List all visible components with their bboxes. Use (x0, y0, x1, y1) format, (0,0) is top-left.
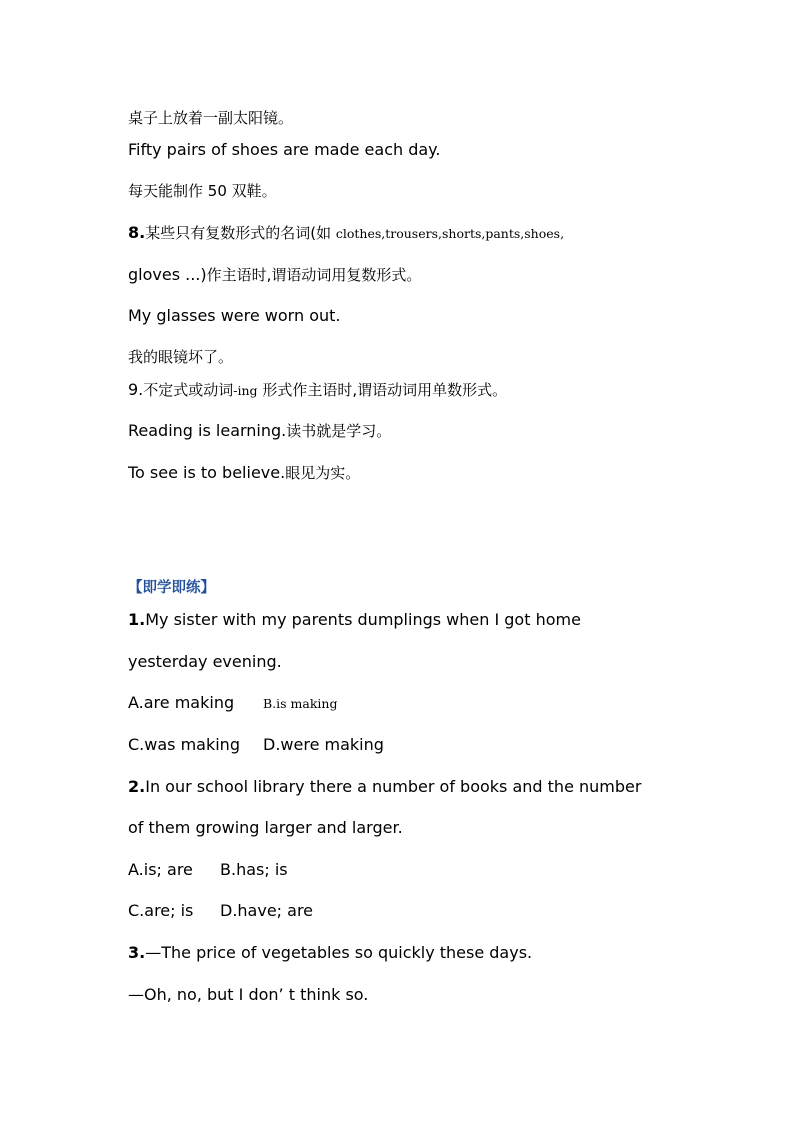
example-believe-en: To see is to believe. (128, 463, 286, 482)
example-reading (128, 420, 391, 442)
rule-9-text-a: 不定式或动词 (143, 381, 234, 399)
rule-8-noun-list: clothes,trousers,shorts,pants,shoes, (335, 226, 565, 241)
rule-9-number: 9. (128, 380, 144, 399)
question-2-text: In our school library there a number of books and the number (145, 777, 642, 796)
example-cn-sunglasses: 桌子上放着一副太阳镜。 (128, 109, 294, 127)
question-1-number: 1. (128, 610, 146, 629)
question-1-options-cd (128, 734, 384, 756)
example-believe (128, 462, 360, 484)
question-3-text: —The price of vegetables so quickly these days. (145, 943, 533, 962)
question-1-option-d: D.were making (263, 735, 384, 754)
question-3 (128, 942, 532, 964)
question-2-number: 2. (128, 777, 146, 796)
question-3-number: 3. (128, 943, 146, 962)
question-2-option-c: C.are; is (128, 901, 194, 920)
rule-9-ing: -ing (233, 383, 258, 398)
question-2-option-b: B.has; is (220, 860, 288, 879)
question-2-options-cd (128, 900, 313, 922)
rule-9-text-b: 形式作主语时,谓语动词用单数形式。 (257, 381, 508, 399)
example-cn-shoes-a: 每天能制作 (128, 182, 208, 200)
question-1-option-b: B.is making (263, 696, 338, 711)
example-en-shoes: Fifty pairs of shoes are made each day. (128, 140, 441, 159)
question-3-reply: —Oh, no, but I don’ t think so. (128, 985, 369, 1004)
question-1-option-c: C.was making (128, 735, 240, 754)
rule-8-continued-en: gloves ...) (128, 265, 207, 284)
practice-section-title: 【即学即练】 (128, 580, 215, 596)
question-1-text: My sister with my parents dumplings when I got home (145, 610, 581, 629)
question-2-options-ab (128, 859, 288, 881)
rule-9 (128, 379, 507, 402)
question-2 (128, 776, 641, 798)
example-cn-shoes-b: 双鞋。 (226, 182, 277, 200)
question-2-option-a: A.is; are (128, 860, 193, 879)
question-2-option-d: D.have; are (220, 901, 314, 920)
rule-8-continued-cn: 作主语时,谓语动词用复数形式。 (206, 266, 422, 284)
rule-8 (128, 222, 564, 245)
question-2-continued: of them growing larger and larger. (128, 818, 403, 837)
question-1-option-a: A.are making (128, 693, 235, 712)
rule-8-text: 某些只有复数形式的名词(如 (145, 224, 336, 242)
example-reading-en: Reading is learning. (128, 421, 287, 440)
question-1 (128, 609, 581, 631)
example-believe-cn: 眼见为实。 (285, 464, 361, 482)
question-1-continued: yesterday evening. (128, 652, 282, 671)
example-cn-glasses: 我的眼镜坏了。 (128, 348, 234, 366)
example-cn-shoes (128, 180, 277, 202)
question-1-options-ab (128, 692, 337, 715)
example-en-glasses: My glasses were worn out. (128, 306, 341, 325)
example-cn-shoes-number: 50 (207, 182, 227, 200)
rule-8-number: 8. (128, 223, 146, 242)
example-reading-cn: 读书就是学习。 (286, 422, 392, 440)
rule-8-continued (128, 264, 421, 286)
